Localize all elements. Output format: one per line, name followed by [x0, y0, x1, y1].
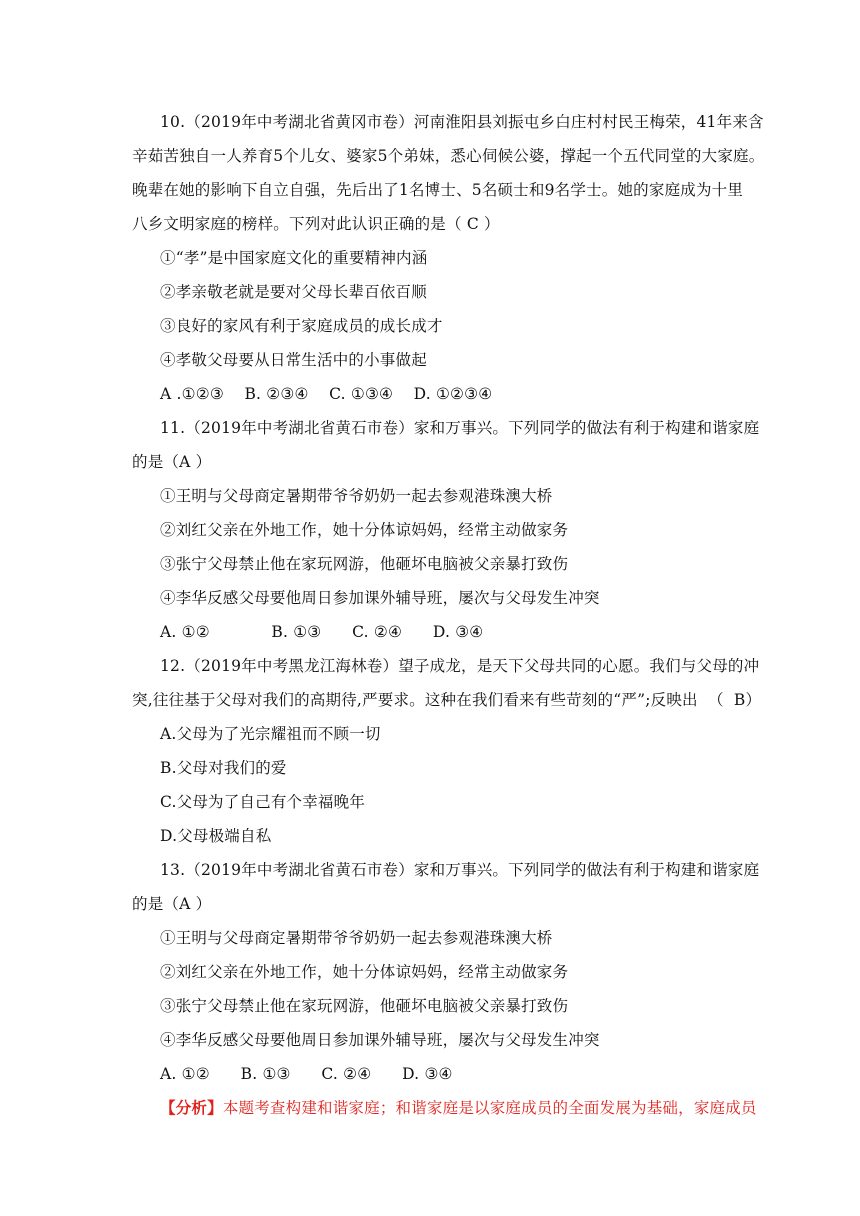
- analysis-line: [160, 1098, 757, 1118]
- q10-line-4: 八乡文明家庭的榜样。下列对此认识正确的是（ C ）: [132, 215, 500, 233]
- q13-option-3: ③张宁父母禁止他在家玩网游，他砸坏电脑被父亲暴打致伤: [160, 997, 569, 1015]
- q12-option-c: C.父母为了自己有个幸福晚年: [160, 793, 366, 811]
- q11-line-1: 11.（2019年中考湖北省黄石市卷）家和万事兴。下列同学的做法有利于构建和谐家庭: [160, 419, 760, 437]
- q12-line-1: 12.（2019年中考黑龙江海林卷）望子成龙，是天下父母共同的心愿。我们与父母的冲: [160, 657, 760, 675]
- analysis-text: 本题考查构建和谐家庭；和谐家庭是以家庭成员的全面发展为基础，家庭成员: [222, 1099, 757, 1117]
- q10-option-4: ④孝敬父母要从日常生活中的小事做起: [160, 351, 427, 369]
- q11-line-2: 的是（A ）: [132, 453, 212, 471]
- q10-option-1: ①“孝”是中国家庭文化的重要精神内涵: [160, 249, 428, 267]
- q13-option-2: ②刘红父亲在外地工作，她十分体谅妈妈，经常主动做家务: [160, 963, 569, 981]
- q12-option-a: A.父母为了光宗耀祖而不顾一切: [160, 725, 381, 743]
- q10-line-1: 10.（2019年中考湖北省黄冈市卷）河南淮阳县刘振屯乡白庄村村民王梅荣，41年来含: [160, 113, 764, 131]
- analysis-label: 【分析】: [160, 1098, 223, 1117]
- q10-line-2: 辛茹苦独自一人养育5个儿女、婆家5个弟妹，悉心伺候公婆，撑起一个五代同堂的大家庭。: [132, 147, 765, 165]
- q10-line-3: 晚辈在她的影响下自立自强，先后出了1名博士、5名硕士和9名学士。她的家庭成为十里: [132, 181, 744, 199]
- q12-option-d: D.父母极端自私: [160, 827, 272, 845]
- q10-choices: A .①②③ B. ②③④ C. ①③④ D. ①②③④: [160, 385, 493, 403]
- q13-choices: A. ①② B. ①③ C. ②④ D. ③④: [160, 1065, 453, 1083]
- q11-option-3: ③张宁父母禁止他在家玩网游，他砸坏电脑被父亲暴打致伤: [160, 555, 569, 573]
- q13-option-1: ①王明与父母商定暑期带爷爷奶奶一起去参观港珠澳大桥: [160, 929, 553, 947]
- q13-line-1: 13.（2019年中考湖北省黄石市卷）家和万事兴。下列同学的做法有利于构建和谐家庭: [160, 861, 760, 879]
- q10-option-2: ②孝亲敬老就是要对父母长辈百依百顺: [160, 283, 427, 301]
- q13-option-4: ④李华反感父母要他周日参加课外辅导班，屡次与父母发生冲突: [160, 1031, 600, 1049]
- q12-option-b: B.父母对我们的爱: [160, 759, 287, 777]
- q11-choices: A. ①② B. ①③ C. ②④ D. ③④: [160, 623, 484, 641]
- q11-option-1: ①王明与父母商定暑期带爷爷奶奶一起去参观港珠澳大桥: [160, 487, 553, 505]
- q11-option-2: ②刘红父亲在外地工作，她十分体谅妈妈，经常主动做家务: [160, 521, 569, 539]
- q10-option-3: ③良好的家风有利于家庭成员的成长成才: [160, 317, 443, 335]
- q11-option-4: ④李华反感父母要他周日参加课外辅导班，屡次与父母发生冲突: [160, 589, 600, 607]
- q12-line-2: 突,往往基于父母对我们的高期待,严要求。这种在我们看来有些苛刻的“严”;反映出 （ B）: [132, 691, 762, 709]
- q13-line-2: 的是（A ）: [132, 895, 212, 913]
